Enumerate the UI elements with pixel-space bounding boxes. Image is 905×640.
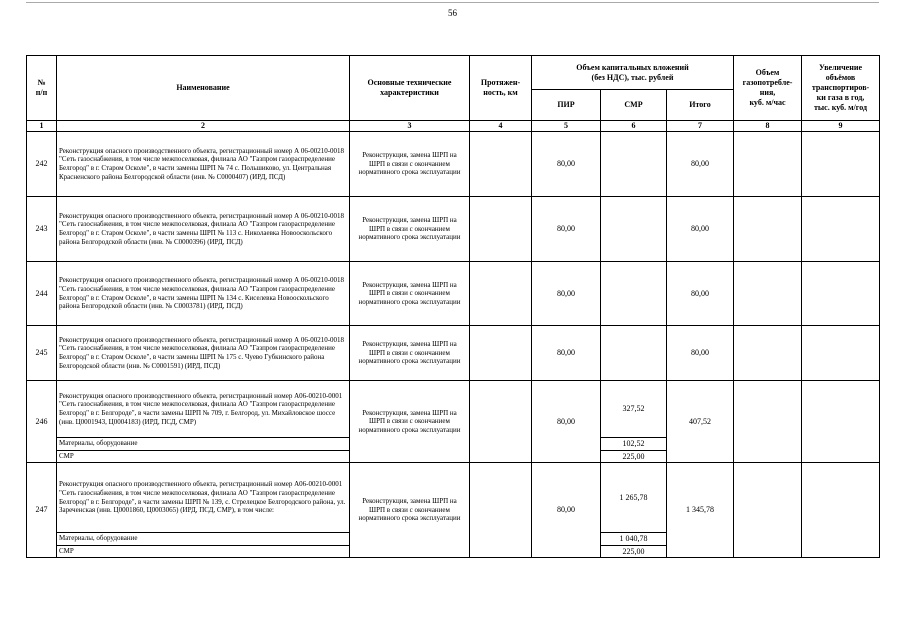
column-number: 3 — [349, 120, 470, 132]
row-total: 407,52 — [666, 380, 734, 463]
column-number: 1 — [26, 120, 57, 132]
row-total: 80,00 — [666, 131, 734, 197]
row-increase — [801, 131, 880, 197]
row-tech: Реконструкция, замена ШРП на ШРП в связи с окончанием нормативного срока эксплуатации — [349, 261, 470, 326]
row-pir: 80,00 — [531, 261, 601, 326]
row-pir: 80,00 — [531, 131, 601, 197]
row-smr: 327,52 — [600, 380, 667, 438]
row-increase — [801, 325, 880, 381]
row-gas-volume — [733, 131, 802, 197]
row-tech: Реконструкция, замена ШРП на ШРП в связи с окончанием нормативного срока эксплуатации — [349, 380, 470, 463]
row-sub-materials-value: 1 040,78 — [600, 532, 667, 546]
column-number: 6 — [600, 120, 667, 132]
column-number: 5 — [531, 120, 601, 132]
header-capex: Объем капитальных вложений (без НДС), тыс. рублей — [531, 55, 734, 90]
row-length — [469, 325, 532, 381]
row-length — [469, 131, 532, 197]
row-gas-volume — [733, 325, 802, 381]
row-gas-volume — [733, 462, 802, 558]
header-tech: Основные технические характеристики — [349, 55, 470, 121]
row-name: Реконструкция опасного производственного объекта, регистрационный номер А 06-00210-0018 "Сеть газоснабжения, в том числе межпоселковая, филиала АО "Газпром газораспределение Белгород" в г. Старом Осколе", в части замены ШРП № 175 с. Чуево Губкинского района Белгородской области (инв. № С0001591) (ИРД, ПСД) — [56, 325, 350, 381]
header-length: Протяжен- ность, км — [469, 55, 532, 121]
row-name: Реконструкция опасного производственного объекта, регистрационный номер А 06-00210-0018 "Сеть газоснабжения, в том числе межпоселковая, филиала АО "Газпром газораспределение Белгород" в г. Старом Осколе", в части замены ШРП № 74 с. Польшиково, ул. Центральная Красненского района Белгородской области (инв. № С0000407) (ИРД, ПСД) — [56, 131, 350, 197]
column-number: 7 — [666, 120, 734, 132]
header-gas-volume: Объем газопотребле- ния, куб. м/час — [733, 55, 802, 121]
row-number: 242 — [26, 131, 57, 197]
row-length — [469, 462, 532, 558]
row-increase — [801, 462, 880, 558]
header-no: № п/п — [26, 55, 57, 121]
row-name: Реконструкция опасного производственного объекта, регистрационный номер А 06-00210-0018 "Сеть газоснабжения, в том числе межпоселковая, филиала АО "Газпром газораспределение Белгород" в г. Старом Осколе", в части замены ШРП № 113 с. Николаевка Новооскольского района Белгородской области (инв. № С0000396) (ИРД, ПСД) — [56, 196, 350, 262]
column-number: 8 — [733, 120, 802, 132]
row-sub-materials-label: Материалы, оборудование — [56, 437, 350, 451]
row-pir: 80,00 — [531, 196, 601, 262]
row-sub-materials-value: 102,52 — [600, 437, 667, 451]
row-sub-smr-value: 225,00 — [600, 450, 667, 463]
row-gas-volume — [733, 196, 802, 262]
row-length — [469, 380, 532, 463]
row-number: 247 — [26, 462, 57, 558]
header-name: Наименование — [56, 55, 350, 121]
row-sub-materials-label: Материалы, оборудование — [56, 532, 350, 546]
row-pir: 80,00 — [531, 462, 601, 558]
page-top-border — [26, 2, 879, 3]
row-number: 243 — [26, 196, 57, 262]
row-smr: 1 265,78 — [600, 462, 667, 533]
row-smr — [600, 325, 667, 381]
row-name: Реконструкция опасного производственного объекта, регистрационный номер А 06-00210-0018 "Сеть газоснабжения, в том числе межпоселковая, филиала АО "Газпром газораспределение Белгород" в г. Старом Осколе", в части замены ШРП № 134 с. Киселевка Новооскольского района Белгородской области (инв. № С0003781) (ИРД, ПСД) — [56, 261, 350, 326]
row-tech: Реконструкция, замена ШРП на ШРП в связи с окончанием нормативного срока эксплуатации — [349, 196, 470, 262]
row-total: 80,00 — [666, 261, 734, 326]
row-total: 80,00 — [666, 325, 734, 381]
row-length — [469, 196, 532, 262]
row-name: Реконструкция опасного производственного объекта, регистрационный номер А06-00210-0001 "Сеть газоснабжения, в том числе межпоселковая, филиала АО "Газпром газораспределение Белгород" в г. Белгороде", в части замены ШРП № 709, г. Белгород, ул. Михайловское шоссе (инв. Ц0001943, Ц0004183) (ИРД, ПСД, СМР) — [56, 380, 350, 438]
row-length — [469, 261, 532, 326]
row-name: Реконструкция опасного производственного объекта, регистрационный номер А06-00210-0001 "Сеть газоснабжения, в том числе межпоселковая, филиала АО "Газпром газораспределение Белгород" в г. Белгороде", в части замены ШРП № 139, с. Стрелецкое Белгородского района, ул. Зареченская (инв. Ц0001860, Ц0003065) (ИРД, ПСД, СМР), в том числе: — [56, 462, 350, 533]
header-total: Итого — [666, 89, 734, 121]
column-number: 4 — [469, 120, 532, 132]
row-tech: Реконструкция, замена ШРП на ШРП в связи с окончанием нормативного срока эксплуатации — [349, 462, 470, 558]
row-increase — [801, 196, 880, 262]
row-sub-smr-value: 225,00 — [600, 545, 667, 558]
row-total: 80,00 — [666, 196, 734, 262]
header-pir: ПИР — [531, 89, 601, 121]
row-smr — [600, 261, 667, 326]
row-number: 246 — [26, 380, 57, 463]
row-increase — [801, 380, 880, 463]
header-increase: Увеличение объёмов транспортиров- ки газа в год, тыс. куб. м/год — [801, 55, 880, 121]
row-number: 245 — [26, 325, 57, 381]
row-smr — [600, 196, 667, 262]
row-total: 1 345,78 — [666, 462, 734, 558]
column-number: 2 — [56, 120, 350, 132]
row-tech: Реконструкция, замена ШРП на ШРП в связи с окончанием нормативного срока эксплуатации — [349, 325, 470, 381]
header-smr: СМР — [600, 89, 667, 121]
row-increase — [801, 261, 880, 326]
row-gas-volume — [733, 261, 802, 326]
column-number: 9 — [801, 120, 880, 132]
row-pir: 80,00 — [531, 325, 601, 381]
row-pir: 80,00 — [531, 380, 601, 463]
page-number: 56 — [448, 8, 457, 18]
row-tech: Реконструкция, замена ШРП на ШРП в связи с окончанием нормативного срока эксплуатации — [349, 131, 470, 197]
row-sub-smr-label: СМР — [56, 450, 350, 463]
row-sub-smr-label: СМР — [56, 545, 350, 558]
row-smr — [600, 131, 667, 197]
row-number: 244 — [26, 261, 57, 326]
row-gas-volume — [733, 380, 802, 463]
